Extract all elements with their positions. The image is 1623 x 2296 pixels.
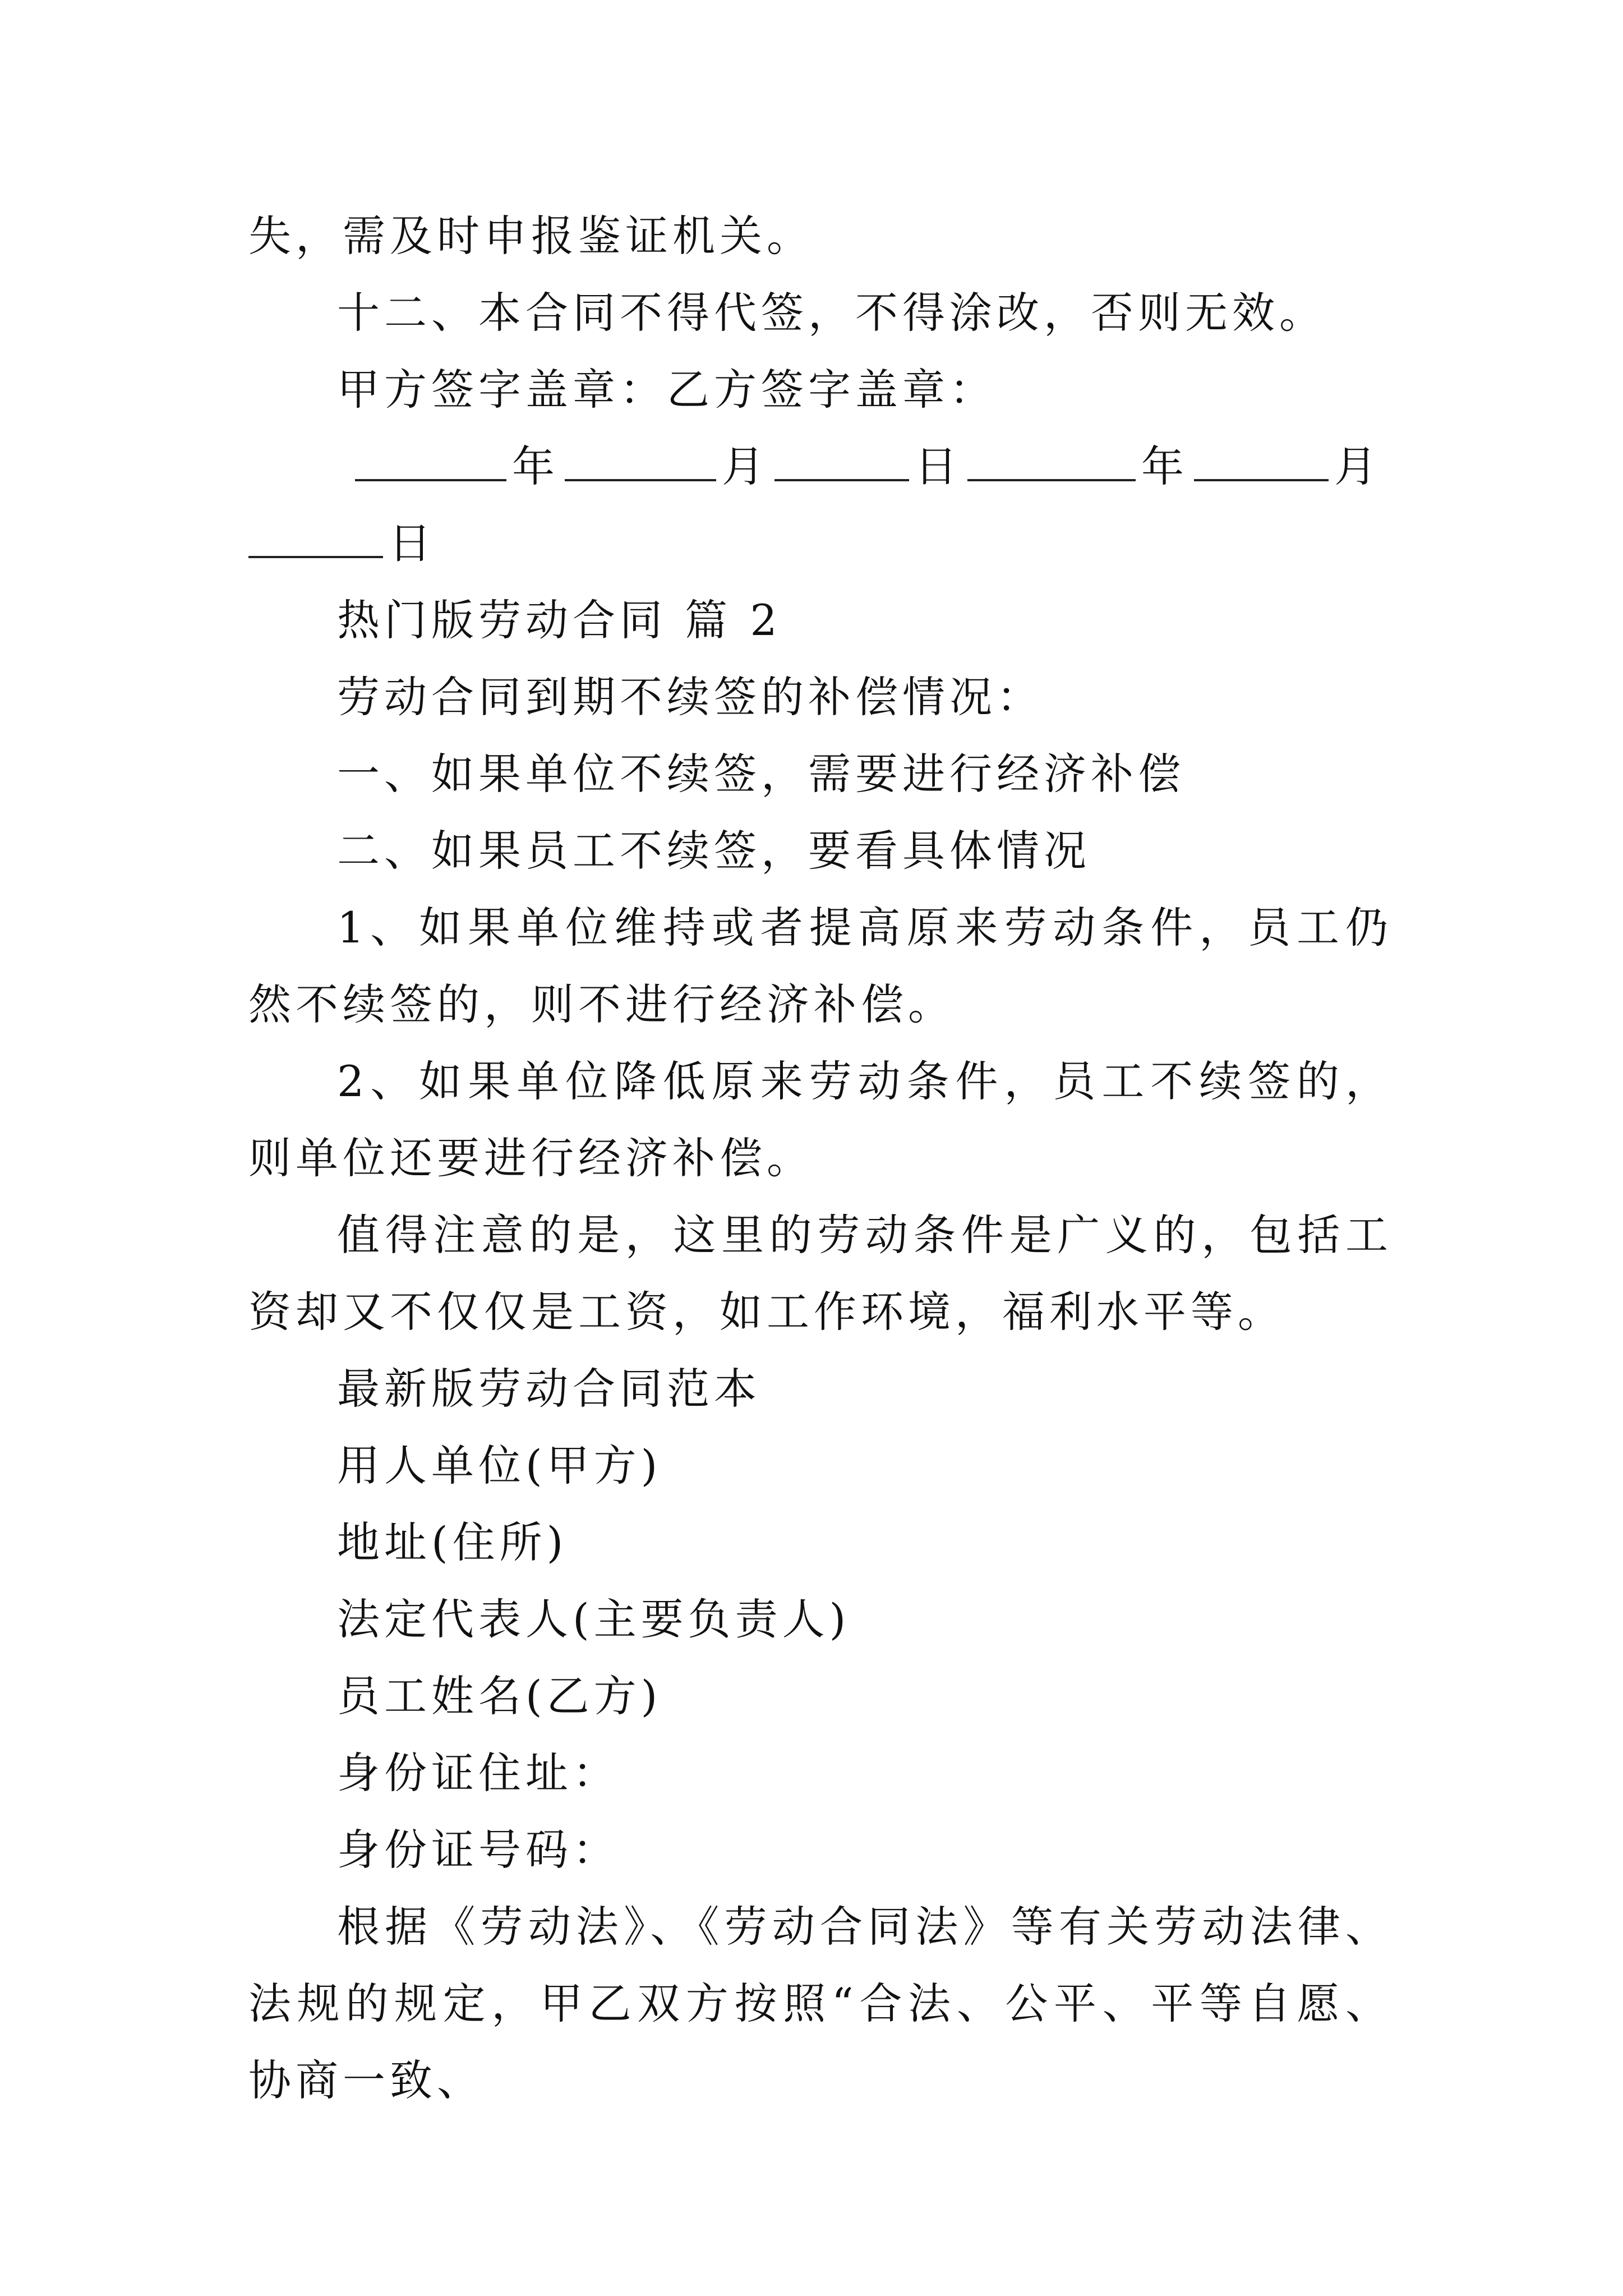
field-id-address: 身份证住址： — [337, 1748, 620, 1798]
date-year-label: 年 — [512, 441, 559, 491]
blank-line — [967, 440, 1136, 481]
blank-line — [248, 517, 383, 558]
date-day-label: 日 — [389, 518, 436, 568]
date-day-label: 日 — [915, 441, 962, 491]
paragraph-item-2: 二、如果员工不续签，要看具体情况 — [337, 826, 1091, 876]
field-employee-name: 员工姓名(乙方) — [337, 1671, 662, 1721]
field-legal-representative: 法定代表人(主要负责人) — [337, 1594, 851, 1644]
field-id-number: 身份证号码： — [337, 1825, 620, 1875]
paragraph-clause-12: 十二、本合同不得代签，不得涂改，否则无效。 — [337, 288, 1326, 338]
blank-line — [565, 440, 716, 481]
paragraph-continuation: 失，需及时申报鉴证机关。 — [248, 211, 814, 261]
field-employer: 用人单位(甲方) — [337, 1441, 662, 1490]
document-body — [248, 197, 1393, 2119]
section-heading: 热门版劳动合同 篇 2 — [337, 595, 782, 645]
date-row-first-line — [248, 428, 1393, 505]
date-row-second-line — [248, 505, 1393, 582]
signature-line: 甲方签字盖章：乙方签字盖章： — [337, 365, 997, 415]
field-address: 地址(住所) — [337, 1517, 568, 1567]
paragraph-note: 值得注意的是，这里的劳动条件是广义的，包括工资却又不仅仅是工资，如工作环境，福利水平等。 — [248, 1210, 1393, 1337]
paragraph-subitem-2: 2、如果单位降低原来劳动条件，员工不续签的，则单位还要进行经济补偿。 — [248, 1056, 1393, 1183]
blank-line — [1194, 440, 1329, 481]
template-title: 最新版劳动合同范本 — [337, 1364, 761, 1414]
blank-line — [774, 440, 909, 481]
date-month-label: 月 — [722, 441, 769, 491]
date-year-label: 年 — [1141, 441, 1188, 491]
date-month-label: 月 — [1334, 441, 1381, 491]
date-fields — [248, 428, 1393, 582]
blank-line — [355, 440, 506, 481]
paragraph-intro: 劳动合同到期不续签的补偿情况： — [337, 672, 1044, 722]
paragraph-item-1: 一、如果单位不续签，需要进行经济补偿 — [337, 749, 1185, 799]
paragraph-subitem-1: 1、如果单位维持或者提高原来劳动条件，员工仍然不续签的，则不进行经济补偿。 — [248, 903, 1393, 1029]
paragraph-legal-basis: 根据《劳动法》、《劳动合同法》等有关劳动法律、法规的规定，甲乙双方按照“合法、公平、平等自愿、协商一致、 — [248, 1902, 1393, 2105]
